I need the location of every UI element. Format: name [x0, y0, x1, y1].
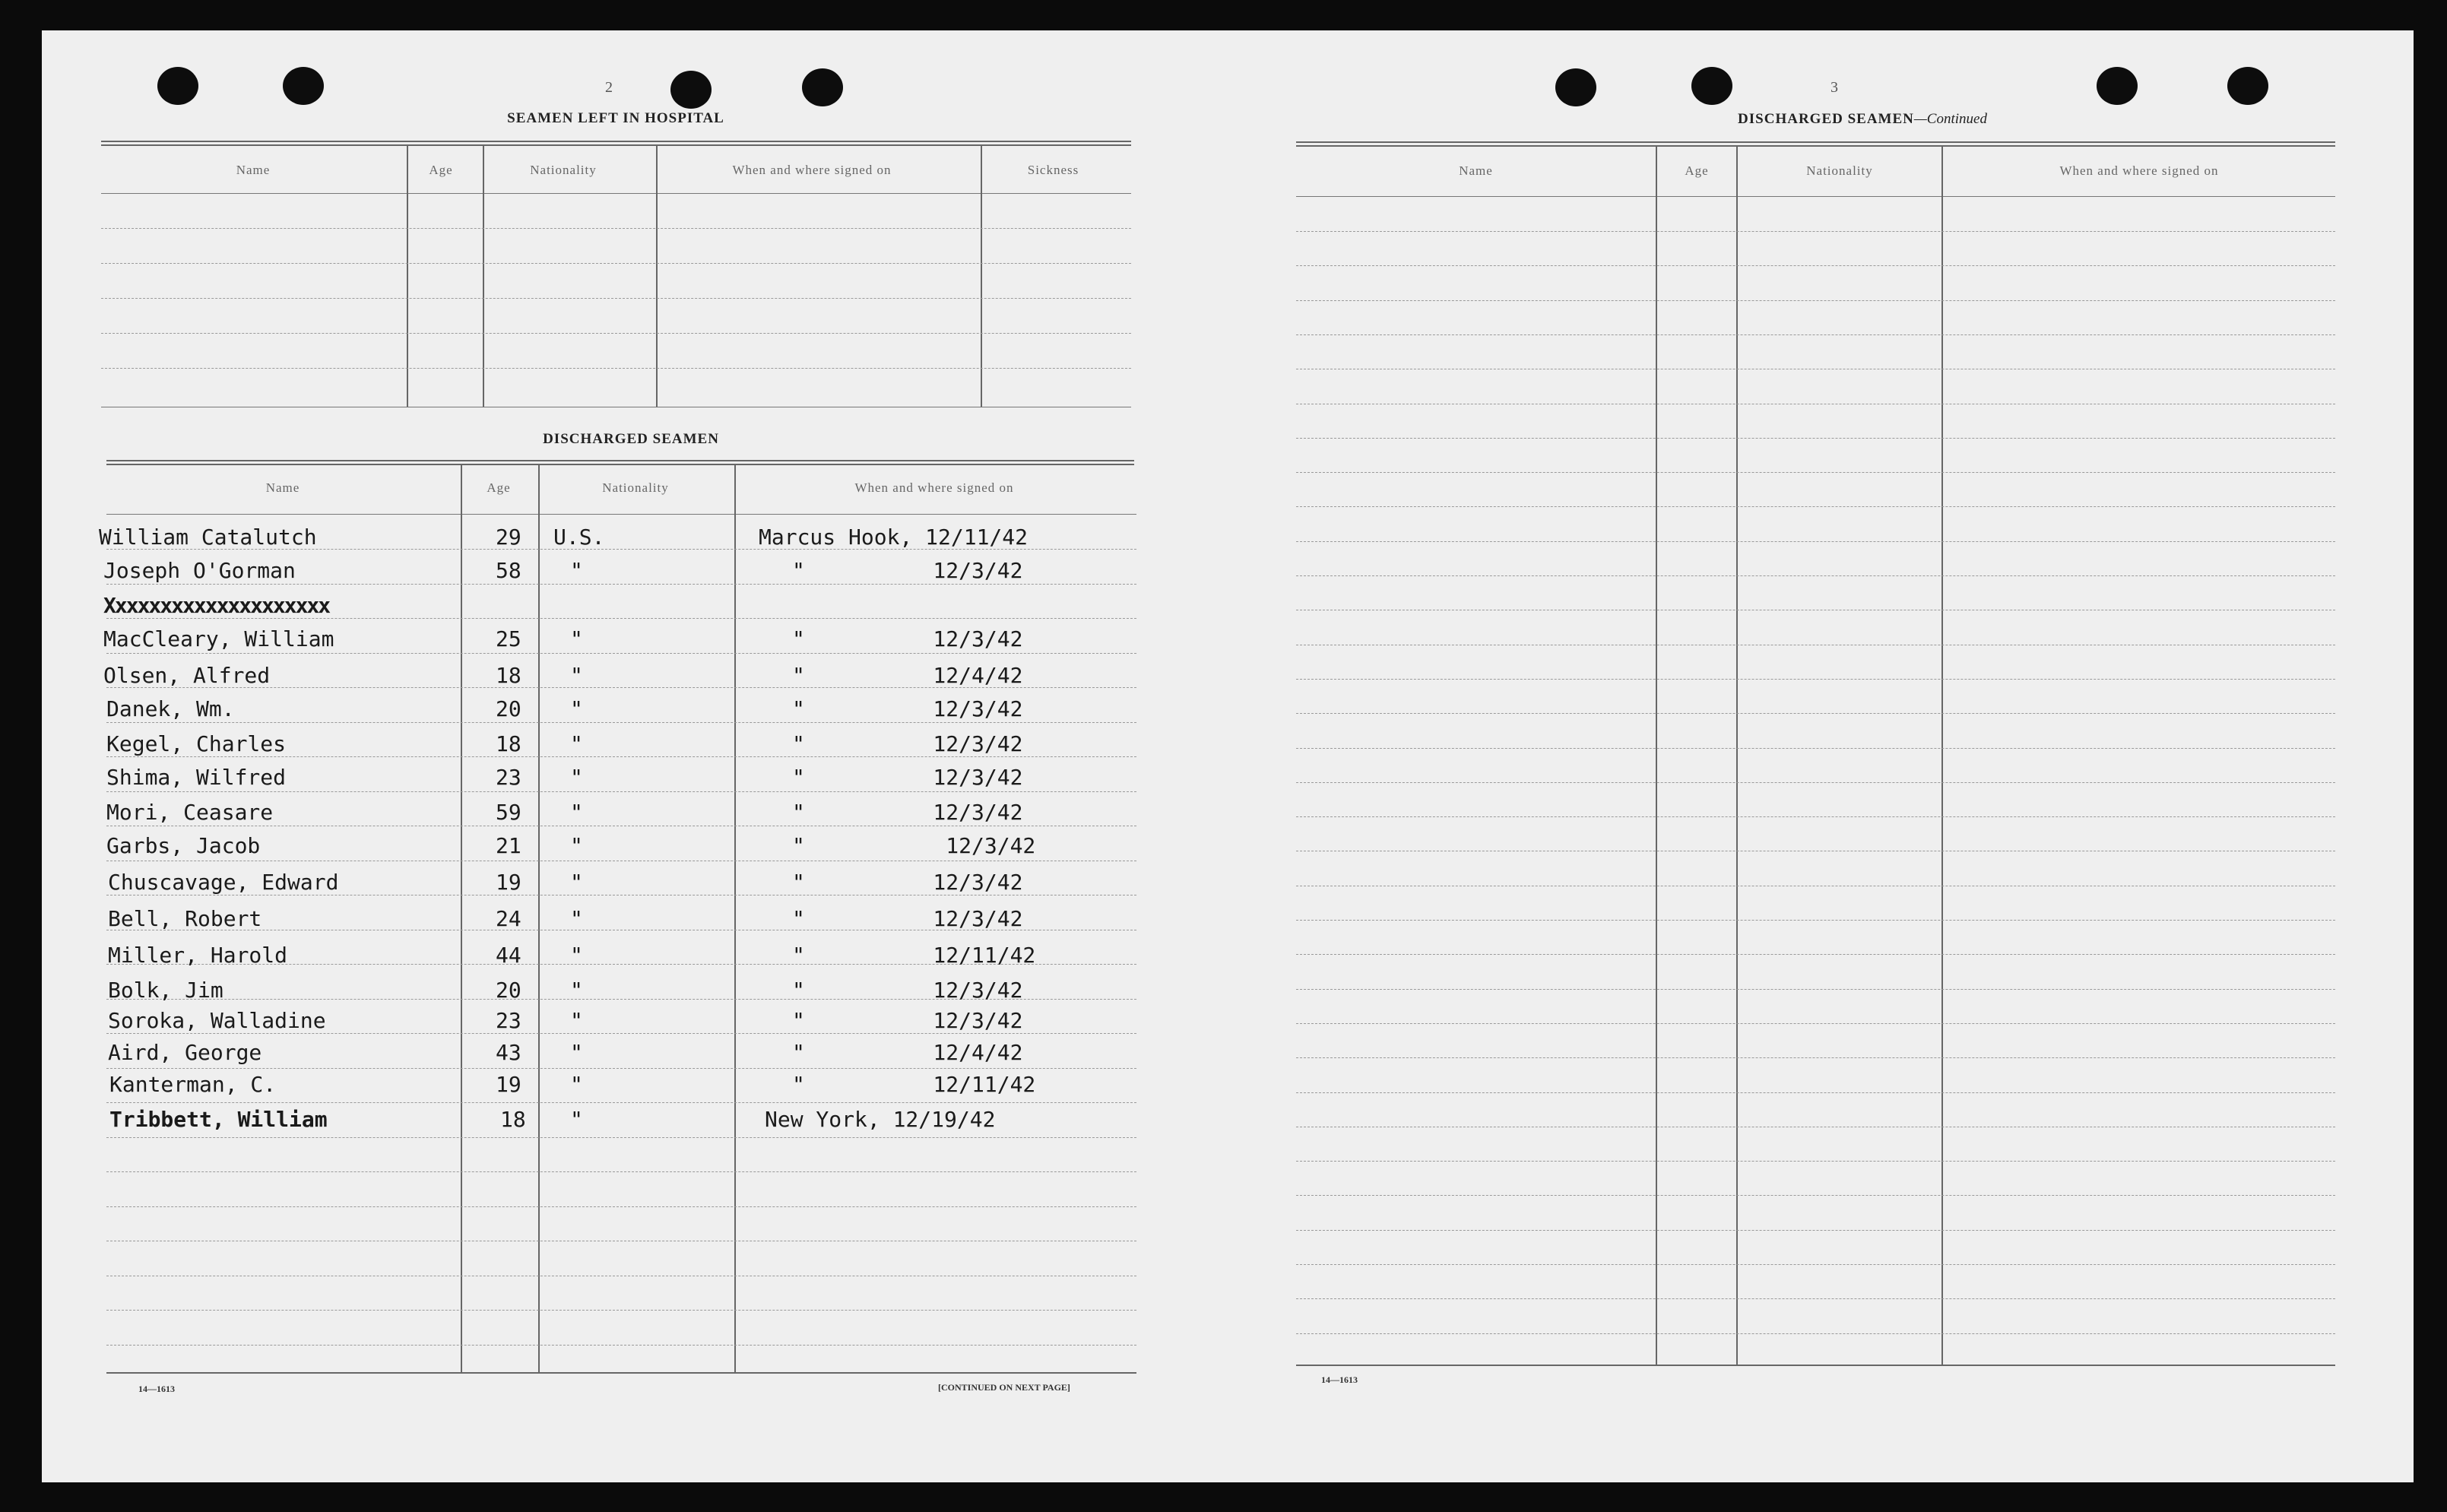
table-row-line	[1296, 782, 2335, 783]
table-row-line	[1296, 541, 2335, 542]
hospital-table-header	[101, 163, 1131, 181]
discharged-section-title: DISCHARGED SEAMEN	[543, 431, 719, 447]
seaman-age: 43	[496, 1040, 521, 1065]
column-header-age: Age	[429, 163, 453, 177]
struck-out-name: Xxxxxxxxxxxxxxxxxxxx	[103, 593, 330, 618]
table-row-line	[1296, 954, 2335, 955]
table-rule	[1296, 1365, 2335, 1366]
seaman-age: 20	[496, 696, 521, 721]
column-header-nationality: Nationality	[602, 480, 669, 495]
column-header-signed-on: When and where signed on	[2059, 163, 2219, 178]
seaman-nationality: "	[570, 558, 583, 583]
seaman-signed-on: " 12/3/42	[792, 696, 1023, 721]
seaman-name: Joseph O'Gorman	[103, 558, 296, 583]
table-row-line	[1296, 265, 2335, 266]
punch-hole	[283, 67, 324, 105]
seaman-nationality: "	[570, 1107, 583, 1132]
seaman-name: MacCleary, William	[103, 626, 334, 651]
table-rule	[101, 141, 1131, 146]
table-row	[99, 588, 1133, 622]
table-row	[99, 865, 1133, 899]
punch-hole	[802, 68, 843, 106]
column-header-name: Name	[1459, 163, 1493, 178]
punch-hole	[1691, 67, 1732, 105]
seaman-signed-on: " 12/3/42	[792, 833, 1036, 858]
seaman-signed-on: " 12/3/42	[792, 870, 1023, 895]
table-row-line	[1296, 989, 2335, 990]
table-row	[99, 760, 1133, 794]
seaman-nationality: "	[570, 870, 583, 895]
table-rule	[106, 1372, 1136, 1374]
table-row-line	[106, 1171, 1136, 1172]
table-row	[99, 1035, 1133, 1069]
table-rule	[1296, 196, 2335, 197]
column-rule	[1941, 146, 1943, 1365]
table-row	[99, 520, 1133, 553]
column-header-name: Name	[236, 163, 271, 177]
page-number: 2	[605, 79, 613, 96]
seaman-age: 29	[496, 525, 521, 550]
table-row-line	[101, 298, 1131, 299]
seaman-name: William Catalutch	[99, 525, 317, 550]
table-row	[99, 938, 1133, 972]
seaman-signed-on: " 12/4/42	[792, 1040, 1023, 1065]
table-row	[99, 622, 1133, 655]
table-rule	[106, 460, 1134, 465]
punch-hole	[1555, 68, 1596, 106]
seaman-name: Bell, Robert	[108, 906, 262, 931]
seaman-name: Kanterman, C.	[109, 1072, 277, 1097]
table-rule	[101, 193, 1131, 194]
table-row-line	[1296, 438, 2335, 439]
table-row-line	[106, 1206, 1136, 1207]
column-rule	[1656, 146, 1657, 1365]
seaman-name: Olsen, Alfred	[103, 663, 271, 688]
seaman-nationality: "	[570, 663, 583, 688]
continued-note: [CONTINUED ON NEXT PAGE]	[938, 1382, 1070, 1393]
title-suffix: —Continued	[1913, 111, 1987, 127]
seaman-age: 24	[496, 906, 521, 931]
seaman-nationality: "	[570, 1040, 583, 1065]
discharged-table-header	[106, 480, 1134, 499]
table-row-line	[1296, 1195, 2335, 1196]
table-row-line	[101, 263, 1131, 264]
seaman-signed-on: New York, 12/19/42	[765, 1107, 996, 1132]
title-main: DISCHARGED SEAMEN	[1738, 111, 1914, 127]
seaman-signed-on: " 12/3/42	[792, 906, 1023, 931]
right-table-header	[1296, 163, 2335, 182]
column-header-nationality: Nationality	[1806, 163, 1873, 178]
table-row	[99, 1003, 1133, 1037]
seaman-nationality: "	[570, 626, 583, 651]
column-header-signed-on: When and where signed on	[854, 480, 1014, 495]
table-row-line	[1296, 575, 2335, 576]
seaman-signed-on: " 12/3/42	[792, 558, 1023, 583]
seaman-age: 18	[496, 731, 521, 756]
seaman-signed-on: " 12/11/42	[792, 943, 1036, 968]
table-row-line	[1296, 920, 2335, 921]
table-row	[99, 973, 1133, 1006]
seaman-name: Danek, Wm.	[106, 696, 235, 721]
table-row	[99, 902, 1133, 935]
table-rule	[106, 514, 1136, 515]
seaman-name: Soroka, Walladine	[108, 1008, 326, 1033]
table-row-line	[1296, 231, 2335, 232]
column-header-nationality: Nationality	[530, 163, 597, 177]
table-row-line	[1296, 1161, 2335, 1162]
table-row	[99, 658, 1133, 692]
seaman-nationality: "	[570, 906, 583, 931]
seaman-name: Aird, George	[108, 1040, 262, 1065]
table-row-line	[106, 1345, 1136, 1346]
seaman-age: 19	[496, 1072, 521, 1097]
table-row-line	[1296, 1298, 2335, 1299]
seaman-signed-on: " 12/3/42	[792, 800, 1023, 825]
seaman-age: 20	[496, 978, 521, 1003]
column-header-sickness: Sickness	[1027, 163, 1079, 177]
table-rule	[1296, 141, 2335, 147]
seaman-name: Chuscavage, Edward	[108, 870, 339, 895]
punch-hole	[2097, 67, 2138, 105]
table-row	[99, 553, 1133, 587]
table-row-line	[1296, 713, 2335, 714]
table-row-line	[106, 1310, 1136, 1311]
table-row	[99, 829, 1133, 862]
table-row-line	[1296, 748, 2335, 749]
table-row	[99, 692, 1133, 725]
seaman-age: 18	[496, 663, 521, 688]
table-row	[99, 1067, 1133, 1101]
table-row-line	[1296, 1092, 2335, 1093]
column-header-age: Age	[487, 480, 511, 495]
seaman-signed-on: " 12/3/42	[792, 978, 1023, 1003]
seaman-age: 23	[496, 765, 521, 790]
punch-hole	[157, 67, 198, 105]
table-row-line	[1296, 334, 2335, 335]
seaman-name: Tribbett, William	[109, 1107, 328, 1132]
column-header-signed-on: When and where signed on	[732, 163, 892, 177]
hospital-section-title: SEAMEN LEFT IN HOSPITAL	[507, 110, 724, 126]
page-number: 3	[1830, 79, 1838, 96]
table-row-line	[101, 228, 1131, 229]
form-number: 14—1613	[138, 1384, 175, 1394]
seaman-nationality: "	[570, 731, 583, 756]
seaman-signed-on: Marcus Hook, 12/11/42	[759, 525, 1029, 550]
table-row-line	[1296, 816, 2335, 817]
seaman-name: Shima, Wilfred	[106, 765, 287, 790]
seaman-signed-on: " 12/4/42	[792, 663, 1023, 688]
seaman-age: 58	[496, 558, 521, 583]
seaman-signed-on: " 12/3/42	[792, 731, 1023, 756]
seaman-age: 18	[500, 1107, 526, 1132]
seaman-nationality: "	[570, 696, 583, 721]
seaman-nationality: "	[570, 765, 583, 790]
seaman-nationality: "	[570, 943, 583, 968]
seaman-name: Kegel, Charles	[106, 731, 287, 756]
seaman-age: 25	[496, 626, 521, 651]
seaman-signed-on: " 12/3/42	[792, 765, 1023, 790]
seaman-nationality: U.S.	[553, 525, 605, 550]
punch-hole	[2227, 67, 2268, 105]
table-row-line	[1296, 1333, 2335, 1334]
seaman-nationality: "	[570, 1072, 583, 1097]
column-rule	[1736, 146, 1738, 1365]
seaman-signed-on: " 12/11/42	[792, 1072, 1036, 1097]
table-row-line	[101, 368, 1131, 369]
table-row-line	[101, 333, 1131, 334]
table-row-line	[1296, 1057, 2335, 1058]
seaman-signed-on: " 12/3/42	[792, 1008, 1023, 1033]
seaman-name: Miller, Harold	[108, 943, 288, 968]
table-row	[99, 1102, 1133, 1136]
table-row-line	[1296, 1230, 2335, 1231]
seaman-age: 21	[496, 833, 521, 858]
column-header-age: Age	[1685, 163, 1709, 178]
seaman-nationality: "	[570, 978, 583, 1003]
table-row-line	[1296, 472, 2335, 473]
seaman-age: 19	[496, 870, 521, 895]
seaman-age: 23	[496, 1008, 521, 1033]
seaman-nationality: "	[570, 1008, 583, 1033]
seaman-name: Garbs, Jacob	[106, 833, 261, 858]
seaman-name: Bolk, Jim	[108, 978, 223, 1003]
seaman-signed-on: " 12/3/42	[792, 626, 1023, 651]
table-row	[99, 727, 1133, 760]
seaman-nationality: "	[570, 800, 583, 825]
discharged-continued-title	[1596, 111, 2128, 128]
column-header-name: Name	[265, 480, 300, 495]
table-row-line	[1296, 1023, 2335, 1024]
seaman-nationality: "	[570, 833, 583, 858]
table-row-line	[1296, 1264, 2335, 1265]
table-row-line	[1296, 300, 2335, 301]
seaman-name: Mori, Ceasare	[106, 800, 274, 825]
table-row	[99, 795, 1133, 829]
form-number: 14—1613	[1321, 1374, 1358, 1385]
table-row-line	[1296, 506, 2335, 507]
table-row-line	[106, 1137, 1136, 1138]
punch-hole	[670, 71, 712, 109]
table-row-line	[1296, 679, 2335, 680]
seaman-age: 44	[496, 943, 521, 968]
seaman-age: 59	[496, 800, 521, 825]
